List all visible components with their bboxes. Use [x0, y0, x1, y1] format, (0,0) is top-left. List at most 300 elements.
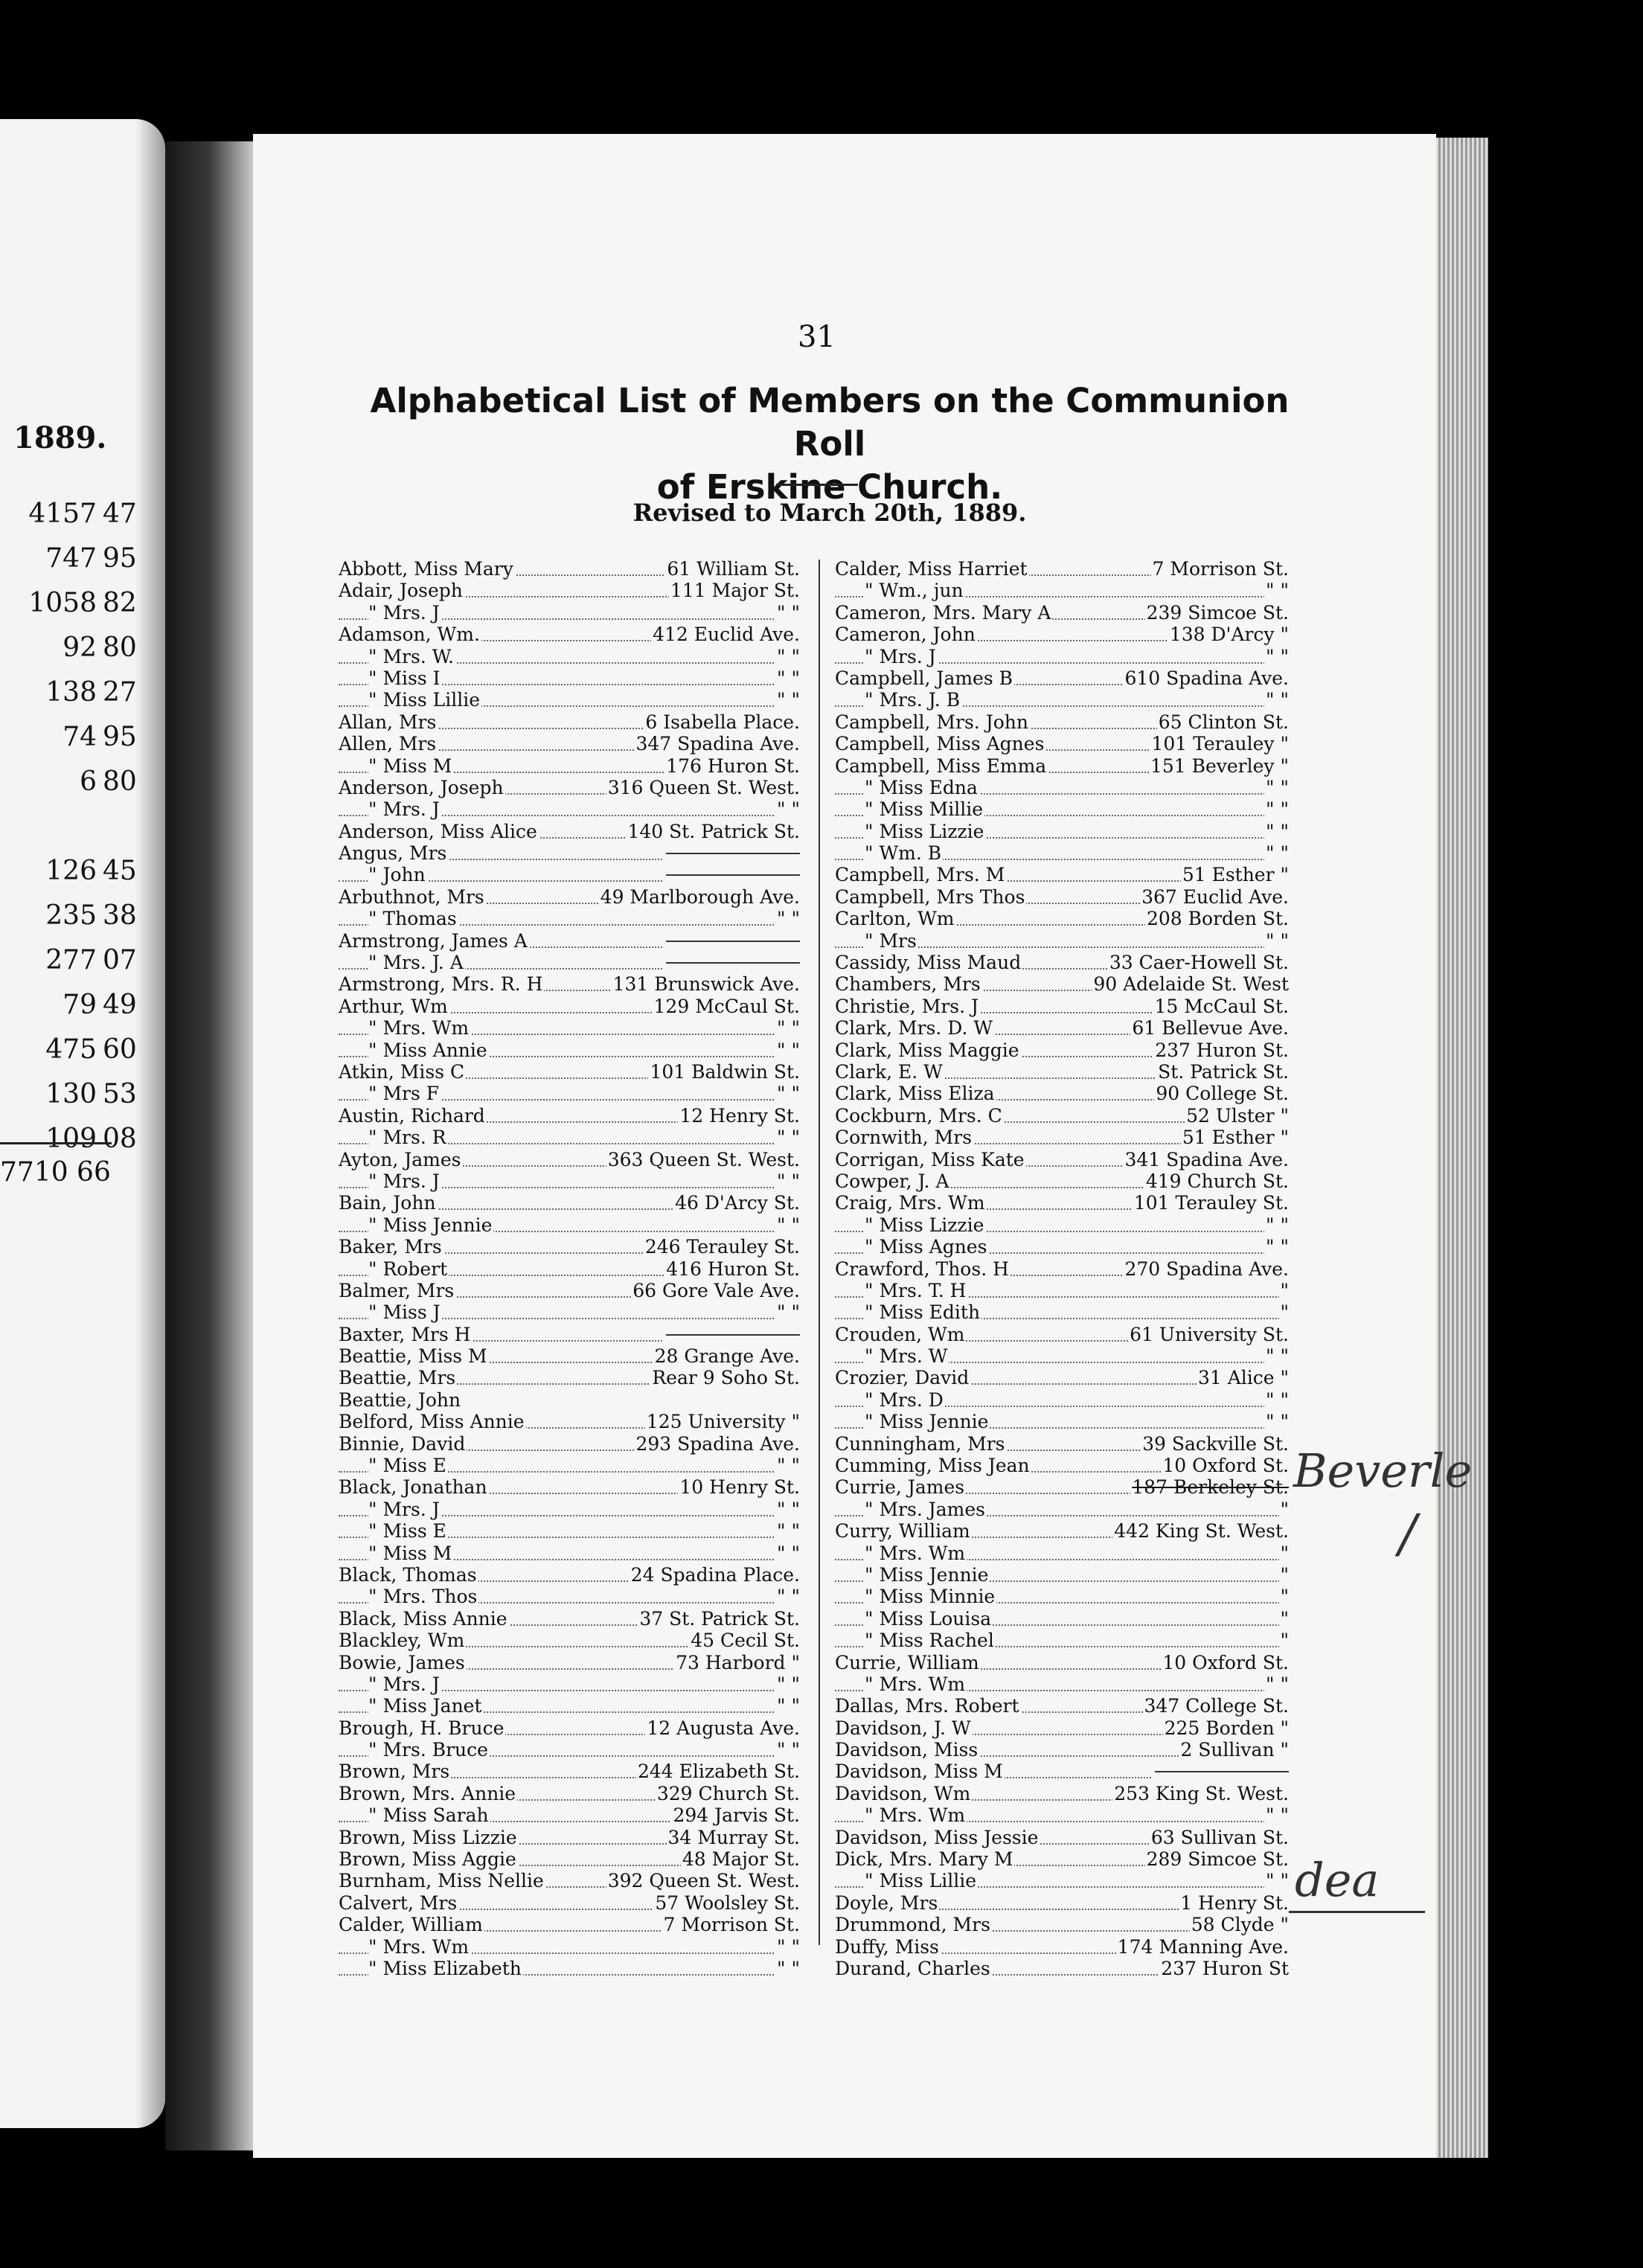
- member-name: Beattie, Miss M: [339, 1345, 487, 1368]
- member-name: " Mrs. Thos: [368, 1586, 478, 1608]
- list-item: [835, 1958, 1289, 1979]
- member-name: Anderson, Miss Alice: [339, 820, 537, 842]
- amount-cents: 95: [103, 722, 137, 752]
- member-name: " Mrs. W: [865, 1345, 948, 1368]
- member-name: " Mrs. J: [368, 1673, 440, 1695]
- list-item: [835, 908, 1289, 929]
- member-address: 73 Harbord ": [676, 1651, 800, 1673]
- figure-row: [0, 1034, 164, 1079]
- amount-whole: 747: [45, 543, 97, 574]
- member-name: Belford, Miss Annie: [339, 1411, 525, 1433]
- member-name: " Mrs. J: [368, 601, 440, 624]
- member-name: " Miss Lizzie: [865, 1214, 984, 1236]
- member-name: Crozier, David: [835, 1367, 970, 1389]
- column-divider: [819, 560, 820, 1945]
- member-address: 111 Major St.: [670, 580, 800, 602]
- member-name: Christie, Mrs. J: [835, 995, 979, 1017]
- list-item: [339, 1586, 800, 1607]
- member-address: 6 Isabella Place.: [645, 711, 800, 733]
- member-name: " Miss Lillie: [368, 689, 481, 711]
- member-address: ": [1280, 1498, 1289, 1520]
- list-item: [339, 558, 800, 580]
- member-address: 138 D'Arcy ": [1169, 624, 1289, 646]
- list-item: [339, 952, 800, 973]
- member-address: 610 Spadina Ave.: [1124, 667, 1289, 689]
- member-name: " Mrs. T. H: [865, 1279, 967, 1301]
- member-address: 7 Morrison St.: [1152, 558, 1289, 580]
- member-address: 416 Huron St.: [666, 1258, 800, 1280]
- member-name: " Miss Millie: [865, 798, 984, 821]
- member-name: Campbell, James B: [835, 667, 1013, 689]
- list-item: [339, 1061, 800, 1083]
- member-name: Adair, Joseph: [339, 580, 463, 602]
- member-name: Balmer, Mrs: [339, 1279, 455, 1301]
- list-item: [339, 1914, 800, 1935]
- member-name: Adamson, Wm.: [339, 624, 480, 646]
- list-item: [339, 1105, 800, 1127]
- member-address: " ": [1266, 929, 1289, 952]
- list-item: [835, 1170, 1289, 1192]
- amount-cents: 60: [103, 1034, 137, 1065]
- list-item: [835, 1345, 1289, 1367]
- book-gutter: [165, 141, 254, 2150]
- list-item: [339, 1673, 800, 1695]
- member-name: " Mrs. J. B: [865, 689, 961, 711]
- member-address: " ": [777, 1455, 800, 1477]
- member-name: Anderson, Joseph: [339, 776, 504, 798]
- list-item: [339, 821, 800, 842]
- figure-row: [0, 945, 164, 990]
- member-name: Cassidy, Miss Maud: [835, 952, 1022, 974]
- member-name: Clark, Miss Eliza: [835, 1083, 995, 1105]
- member-name: Binnie, David: [339, 1432, 466, 1455]
- member-address: 246 Terauley St.: [644, 1236, 800, 1258]
- member-address: 253 King St. West.: [1114, 1782, 1289, 1804]
- list-item: [339, 667, 800, 689]
- amount-cents: 07: [103, 945, 137, 976]
- member-name: " Miss M: [368, 1542, 452, 1564]
- member-name: " Miss Agnes: [865, 1236, 987, 1258]
- list-item: [835, 1586, 1289, 1607]
- member-address: 367 Euclid Ave.: [1141, 885, 1289, 908]
- figure-row: [0, 588, 164, 632]
- list-item: [339, 1630, 800, 1651]
- list-item: [835, 1149, 1289, 1170]
- member-name: Angus, Mrs: [339, 842, 447, 865]
- amount-whole: 277: [45, 945, 97, 976]
- member-address: " ": [777, 1039, 800, 1061]
- member-name: " Mrs. Wm: [368, 1017, 470, 1040]
- member-name: Austin, Richard: [339, 1104, 485, 1127]
- member-name: Doyle, Mrs: [835, 1891, 938, 1914]
- list-item: [835, 733, 1289, 755]
- member-name: Clark, Miss Maggie: [835, 1039, 1019, 1061]
- member-name: " Mrs. Bruce: [368, 1739, 488, 1761]
- member-address: " ": [777, 689, 800, 711]
- member-address: 412 Euclid Ave.: [653, 624, 800, 646]
- amount-whole: 4157: [28, 499, 97, 529]
- member-address: " ": [1266, 820, 1289, 842]
- list-item: [835, 1083, 1289, 1104]
- list-item: [835, 1848, 1289, 1870]
- member-address: " ": [1266, 1804, 1289, 1827]
- member-name: " Miss E: [368, 1455, 446, 1477]
- member-address: " ": [777, 1695, 800, 1717]
- member-name: " Mrs. J: [865, 645, 936, 667]
- member-address: 52 Ulster ": [1186, 1104, 1289, 1127]
- amount-whole: 79: [63, 990, 97, 1020]
- list-item: [339, 973, 800, 995]
- list-item: [835, 624, 1289, 645]
- member-address: 15 McCaul St.: [1154, 995, 1289, 1017]
- address-dash: [666, 853, 800, 854]
- member-name: Cunningham, Mrs: [835, 1432, 1005, 1455]
- member-address: 10 Henry St.: [679, 1476, 800, 1499]
- list-item: [339, 1543, 800, 1564]
- amount-cents: 80: [103, 766, 137, 797]
- page-number: 31: [798, 320, 836, 354]
- member-address: 34 Murray St.: [667, 1826, 800, 1848]
- member-address: " ": [777, 1498, 800, 1520]
- list-item: [835, 1914, 1289, 1935]
- member-address: 208 Borden St.: [1146, 908, 1289, 930]
- member-name: Currie, William: [835, 1651, 979, 1673]
- amount-cents: 45: [103, 856, 137, 886]
- list-item: [339, 1170, 800, 1192]
- list-item: [835, 1324, 1289, 1345]
- list-item: [835, 558, 1289, 580]
- member-address: 341 Spadina Ave.: [1124, 1148, 1289, 1170]
- figure-row: [0, 543, 164, 588]
- list-item: [339, 1149, 800, 1170]
- member-address: ": [1280, 1630, 1289, 1652]
- list-item: [339, 1652, 800, 1673]
- member-name: Curry, William: [835, 1520, 970, 1543]
- list-item: [339, 777, 800, 798]
- member-name: " Mrs. Wm: [865, 1673, 966, 1695]
- list-item: [339, 842, 800, 864]
- member-address: 45 Cecil St.: [691, 1630, 800, 1652]
- member-address: 61 University St.: [1130, 1323, 1289, 1345]
- member-name: " Miss Sarah: [368, 1804, 489, 1827]
- member-address: " ": [1266, 580, 1289, 602]
- list-item: [339, 1827, 800, 1848]
- list-item: [835, 1258, 1289, 1280]
- list-item: [835, 1017, 1289, 1039]
- list-item: [339, 908, 800, 929]
- title-line-2: of Erskine Church.: [656, 467, 1003, 507]
- member-name: " Miss Edna: [865, 776, 978, 798]
- list-item: [835, 1673, 1289, 1695]
- member-address: " ": [777, 1214, 800, 1236]
- list-item: [835, 777, 1289, 798]
- amount-whole: 235: [45, 900, 97, 931]
- handwritten-mark: /: [1399, 1503, 1417, 1564]
- member-name: " Mrs. J: [368, 1498, 440, 1520]
- member-address: 347 Spadina Ave.: [635, 733, 800, 755]
- list-item: [835, 930, 1289, 952]
- page-title: [342, 379, 1317, 509]
- member-address: 61 William St.: [667, 558, 800, 580]
- list-item: [835, 1367, 1289, 1388]
- list-item: [835, 864, 1289, 885]
- amount-whole: 74: [63, 722, 97, 752]
- list-item: [835, 646, 1289, 667]
- member-address: ": [1280, 1301, 1289, 1324]
- member-name: Armstrong, James A: [339, 929, 528, 952]
- list-item: [339, 1870, 800, 1891]
- list-item: [339, 1804, 800, 1826]
- member-address: " ": [777, 1673, 800, 1695]
- list-item: [835, 973, 1289, 995]
- member-address: " ": [777, 1301, 800, 1324]
- member-address: 270 Spadina Ave.: [1124, 1258, 1289, 1280]
- member-name: " Miss Jennie: [368, 1214, 493, 1236]
- member-address: 419 Church St.: [1145, 1170, 1289, 1192]
- member-name: Corrigan, Miss Kate: [835, 1148, 1025, 1170]
- list-item: [835, 1739, 1289, 1761]
- list-item: [835, 842, 1289, 864]
- list-item: [835, 1630, 1289, 1651]
- amount-whole: 1058: [28, 588, 97, 618]
- member-address: 140 St. Patrick St.: [627, 820, 800, 842]
- list-item: [835, 1127, 1289, 1148]
- member-name: Clark, Mrs. D. W: [835, 1017, 993, 1040]
- member-address: 49 Marlborough Ave.: [600, 885, 800, 908]
- member-address: 131 Brunswick Ave.: [612, 973, 800, 996]
- member-address: " ": [777, 798, 800, 821]
- member-name: Cockburn, Mrs. C: [835, 1104, 1002, 1127]
- member-address: 7 Morrison St.: [663, 1914, 800, 1936]
- member-name: Campbell, Miss Agnes: [835, 733, 1045, 755]
- member-name: " Mrs. R: [368, 1127, 446, 1149]
- member-name: " Miss J: [368, 1301, 441, 1324]
- facing-page-figures: [0, 499, 149, 1168]
- member-name: Baker, Mrs: [339, 1236, 442, 1258]
- member-name: Bowie, James: [339, 1651, 465, 1673]
- list-item: [339, 1127, 800, 1148]
- member-name: Dick, Mrs. Mary M: [835, 1848, 1013, 1871]
- list-item: [835, 1301, 1289, 1323]
- member-name: Blackley, Wm: [339, 1630, 465, 1652]
- figure-row: [0, 990, 164, 1034]
- list-item: [835, 1695, 1289, 1717]
- list-item: [339, 864, 800, 885]
- member-address: 46 D'Arcy St.: [675, 1192, 800, 1214]
- member-name: " Mrs F: [368, 1083, 440, 1105]
- member-address: " ": [1266, 1388, 1289, 1411]
- member-address: " ": [777, 1127, 800, 1149]
- member-name: Calder, Miss Harriet: [835, 558, 1028, 580]
- member-address: 293 Spadina Ave.: [635, 1432, 800, 1455]
- member-address: " ": [777, 1958, 800, 1979]
- list-item: [339, 1476, 800, 1498]
- member-list-left: [339, 558, 800, 1979]
- list-item: [835, 689, 1289, 711]
- title-rule: [776, 484, 858, 486]
- member-name: Durand, Charles: [835, 1958, 990, 1979]
- member-address: 442 King St. West.: [1114, 1520, 1289, 1543]
- member-address: 347 College St.: [1144, 1695, 1289, 1717]
- member-name: Cameron, Mrs. Mary A: [835, 601, 1051, 624]
- member-address: 65 Clinton St.: [1158, 711, 1289, 733]
- list-item: [835, 1105, 1289, 1127]
- member-name: Currie, James: [835, 1476, 965, 1499]
- member-name: " Mrs. J: [368, 1170, 440, 1192]
- member-name: " Miss Edith: [865, 1301, 981, 1324]
- list-item: [339, 711, 800, 733]
- member-address: " ": [777, 1542, 800, 1564]
- list-item: [835, 1783, 1289, 1804]
- list-item: [835, 1192, 1289, 1214]
- member-name: Cornwith, Mrs: [835, 1127, 973, 1149]
- member-name: Brown, Miss Aggie: [339, 1848, 516, 1871]
- handwritten-dead: dea: [1295, 1853, 1380, 1907]
- member-name: Drummond, Mrs: [835, 1914, 990, 1936]
- address-dash: [666, 962, 800, 964]
- member-address: 187 Berkeley St.: [1132, 1476, 1289, 1499]
- list-item: [835, 1543, 1289, 1564]
- amount-cents: 47: [103, 499, 137, 529]
- member-address: " ": [1266, 645, 1289, 667]
- amount-whole: 138: [45, 677, 97, 708]
- member-name: Atkin, Miss C: [339, 1060, 465, 1083]
- list-item: [339, 646, 800, 667]
- list-item: [835, 667, 1289, 689]
- revision-date: Revised to March 20th, 1889.: [632, 499, 1027, 527]
- amount-cents: 53: [103, 1079, 137, 1109]
- list-item: [835, 1040, 1289, 1061]
- member-address: 10 Oxford St.: [1162, 1455, 1289, 1477]
- member-address: 90 College St.: [1156, 1083, 1289, 1105]
- member-address: 61 Bellevue Ave.: [1132, 1017, 1289, 1040]
- member-name: " Mrs. Wm: [865, 1804, 966, 1827]
- list-item: [339, 1301, 800, 1323]
- member-name: Brough, H. Bruce: [339, 1717, 505, 1739]
- address-dash: [666, 874, 800, 876]
- figure-row: [0, 900, 164, 945]
- member-address: 237 Huron St: [1161, 1958, 1289, 1979]
- member-address: 363 Queen St. West.: [607, 1148, 800, 1170]
- member-address: " ": [777, 645, 800, 667]
- member-address: " ": [777, 908, 800, 930]
- member-address: 39 Sackville St.: [1142, 1432, 1289, 1455]
- member-address: 237 Huron St.: [1155, 1039, 1289, 1061]
- member-address: 51 Esther ": [1182, 1127, 1289, 1149]
- list-item: [835, 886, 1289, 908]
- member-list-right: [835, 558, 1289, 1979]
- member-name: Beattie, Mrs: [339, 1367, 456, 1389]
- member-address: " ": [777, 1739, 800, 1761]
- member-address: 12 Augusta Ave.: [647, 1717, 800, 1739]
- member-name: " Mrs. Wm: [865, 1542, 966, 1564]
- amount-whole: 475: [45, 1034, 97, 1065]
- member-name: Cumming, Miss Jean: [835, 1455, 1030, 1477]
- address-dash: [666, 941, 800, 942]
- figure-row: [0, 766, 164, 811]
- member-name: Cameron, John: [835, 624, 976, 646]
- member-name: Arthur, Wm: [339, 995, 448, 1017]
- member-address: St. Patrick St.: [1158, 1060, 1289, 1083]
- list-item: [339, 1936, 800, 1958]
- member-name: " Wm. B: [865, 842, 942, 865]
- list-item: [835, 1455, 1289, 1476]
- address-dash: [666, 1334, 800, 1336]
- member-address: " ": [1266, 776, 1289, 798]
- list-item: [339, 1892, 800, 1914]
- member-address: " ": [777, 1017, 800, 1040]
- handwritten-line: [1284, 1911, 1425, 1913]
- member-name: Cowper, J. A: [835, 1170, 949, 1192]
- member-name: Abbott, Miss Mary: [339, 558, 513, 580]
- amount-whole: 130: [45, 1079, 97, 1109]
- list-item: [339, 1455, 800, 1476]
- member-address: 10 Oxford St.: [1162, 1651, 1289, 1673]
- amount-cents: 27: [103, 677, 137, 708]
- list-item: [339, 1433, 800, 1455]
- figure-row: [0, 632, 164, 677]
- member-address: 63 Sullivan St.: [1150, 1826, 1289, 1848]
- member-address: ": [1280, 1607, 1289, 1630]
- member-address: 12 Henry St.: [679, 1104, 800, 1127]
- member-name: " Miss Rachel: [865, 1630, 994, 1652]
- member-name: " Miss Jennie: [865, 1411, 989, 1433]
- list-item: [835, 1433, 1289, 1455]
- member-address: 57 Woolsley St.: [655, 1891, 800, 1914]
- member-name: " Thomas: [368, 908, 457, 930]
- list-item: [339, 1258, 800, 1280]
- member-address: 225 Borden ": [1164, 1717, 1289, 1739]
- list-item: [835, 711, 1289, 733]
- member-address: 392 Queen St. West.: [607, 1870, 800, 1892]
- member-name: " Miss Jennie: [865, 1563, 989, 1586]
- member-address: 174 Manning Ave.: [1117, 1935, 1289, 1958]
- list-item: [339, 1017, 800, 1039]
- member-name: " Miss Annie: [368, 1039, 487, 1061]
- amount-cents: 80: [103, 632, 137, 663]
- total-rule: [0, 1142, 112, 1144]
- member-name: Brown, Mrs: [339, 1761, 450, 1783]
- list-item: [835, 1411, 1289, 1432]
- figure-row: [0, 1079, 164, 1124]
- figure-row: [0, 722, 164, 766]
- member-address: 101 Baldwin St.: [650, 1060, 800, 1083]
- list-item: [339, 1848, 800, 1870]
- member-name: Baxter, Mrs H: [339, 1323, 471, 1345]
- list-item: [339, 1367, 800, 1388]
- amount-whole: 92: [63, 632, 97, 663]
- list-item: [339, 755, 800, 777]
- member-address: 48 Major St.: [682, 1848, 800, 1871]
- list-item: [835, 1236, 1289, 1258]
- member-address: 176 Huron St.: [666, 755, 800, 777]
- member-name: " Mrs. J. A: [368, 952, 464, 974]
- list-item: [339, 1717, 800, 1739]
- member-address: 28 Grange Ave.: [654, 1345, 800, 1368]
- list-item: [339, 689, 800, 711]
- list-item: [339, 1040, 800, 1061]
- member-name: " Miss Janet: [368, 1695, 482, 1717]
- list-item: [835, 1476, 1289, 1498]
- member-name: " Miss M: [368, 755, 452, 777]
- amount-whole: 6: [80, 766, 97, 797]
- list-item: [339, 1192, 800, 1214]
- member-name: Ayton, James: [339, 1148, 461, 1170]
- member-address: 151 Beverley ": [1150, 755, 1289, 777]
- member-name: " Mrs. J: [368, 798, 440, 821]
- list-item: [835, 1870, 1289, 1891]
- list-item: [835, 1652, 1289, 1673]
